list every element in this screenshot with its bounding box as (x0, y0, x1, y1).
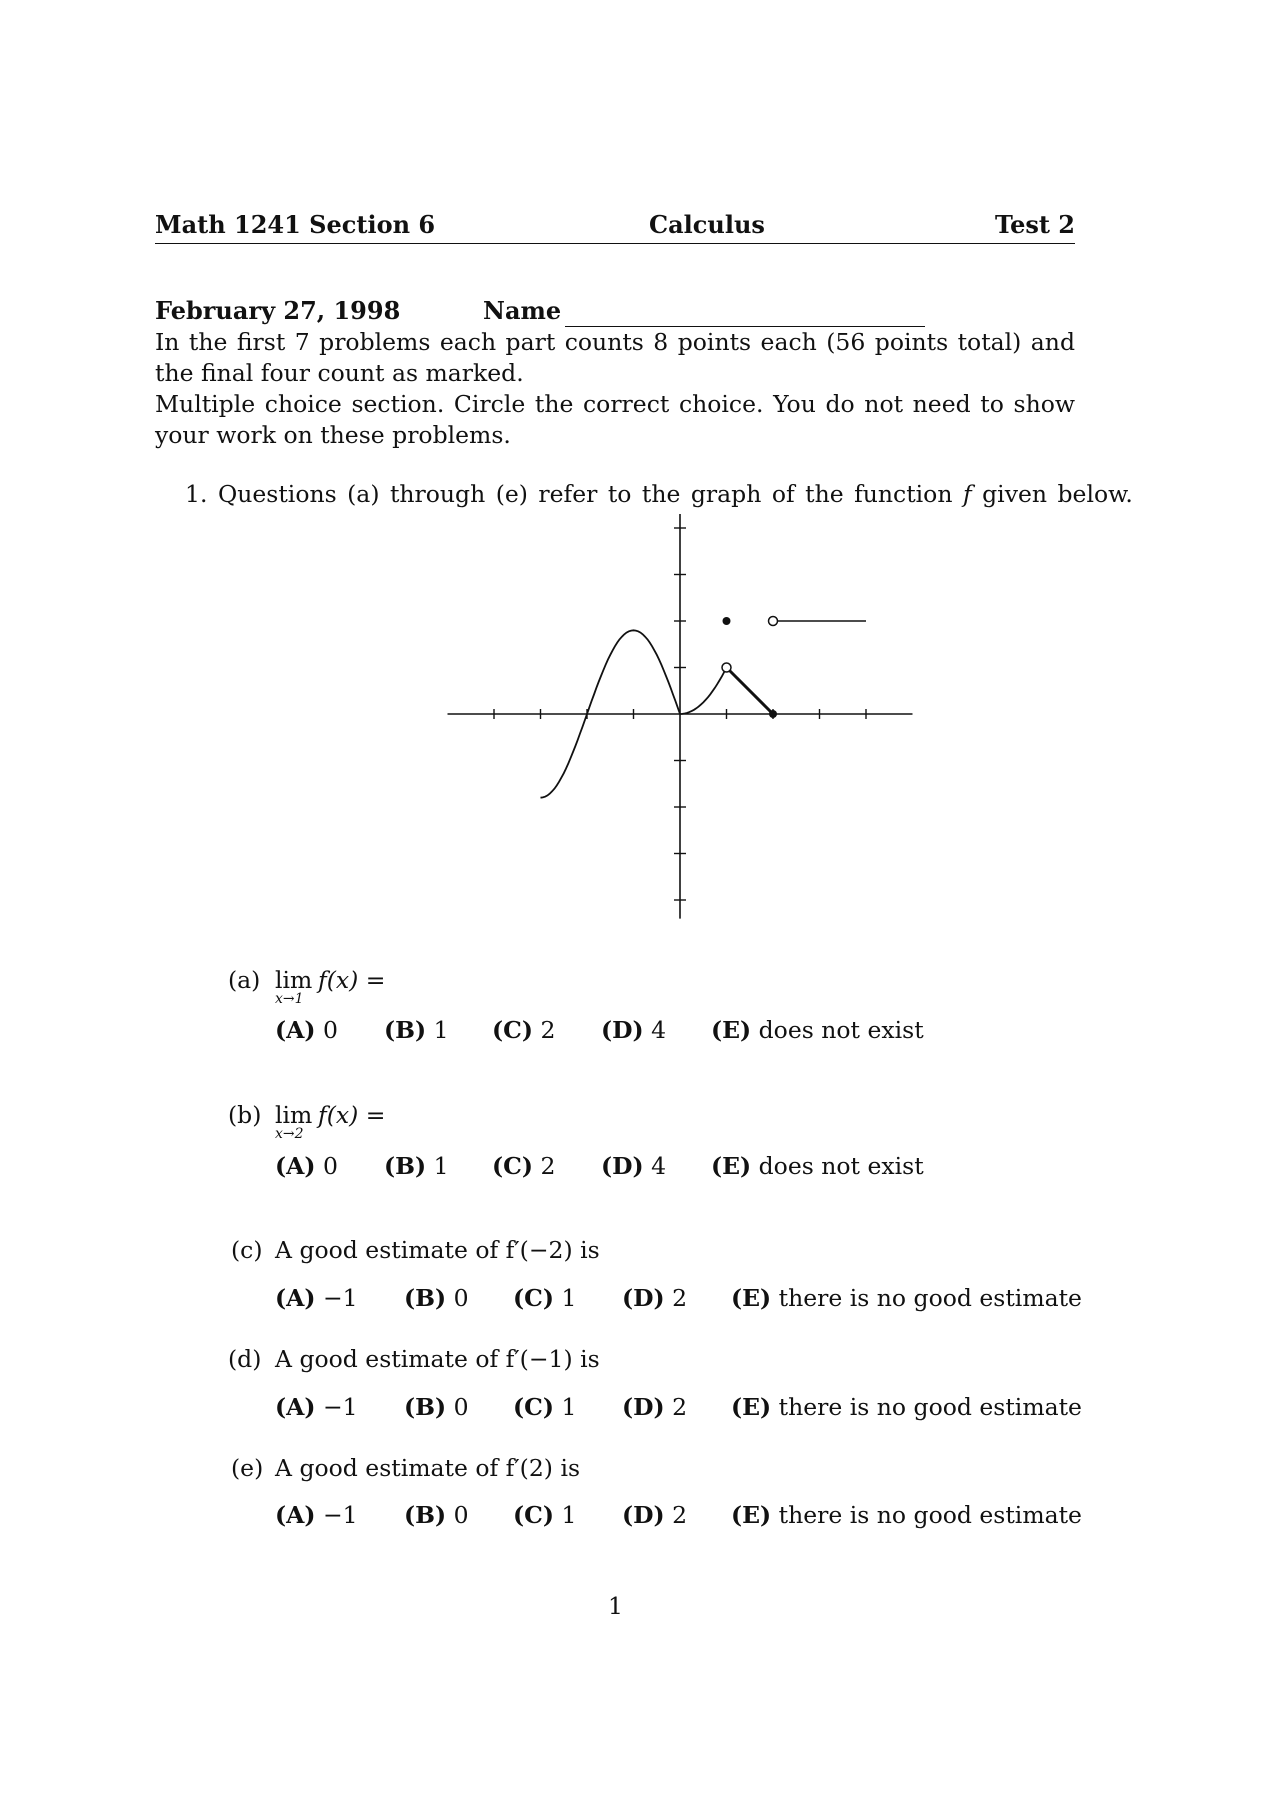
part-b-options (0, 1152, 1280, 1186)
option-b-A[interactable]: (A) 0 (275, 1152, 338, 1180)
part-d-text: A good estimate of f′(−1) is (275, 1345, 600, 1373)
option-e-B[interactable]: (B) 0 (404, 1501, 469, 1529)
name-label: Name (483, 296, 562, 325)
option-b-C[interactable]: (C) 2 (492, 1152, 556, 1180)
mc-instructions: Multiple choice section. Circle the correct choice. You do not need to show your work on these problems. (155, 390, 1075, 449)
option-c-D[interactable]: (D) 2 (622, 1284, 688, 1312)
subject-title: Calculus (649, 210, 765, 239)
option-d-D[interactable]: (D) 2 (622, 1393, 688, 1421)
part-a-lim: lim (275, 966, 313, 994)
graph-curves (541, 617, 867, 798)
part-b-label: (b) (228, 1101, 262, 1129)
option-d-C[interactable]: (C) 1 (513, 1393, 577, 1421)
option-e-E[interactable]: (E) there is no good estimate (731, 1501, 1082, 1529)
option-c-A[interactable]: (A) −1 (275, 1284, 358, 1312)
option-d-B[interactable]: (B) 0 (404, 1393, 469, 1421)
option-b-E[interactable]: (E) does not exist (711, 1152, 924, 1180)
part-e-options (0, 1501, 1280, 1535)
option-a-B[interactable]: (B) 1 (384, 1016, 449, 1044)
part-a-expr: f(x) = (318, 966, 386, 994)
problem-1-lead: Questions (a) through (e) refer to the graph of the function (218, 480, 953, 508)
part-a-options (0, 1016, 1280, 1050)
part-c-options (0, 1284, 1280, 1318)
problem-1-number: 1. (185, 480, 208, 508)
option-b-B[interactable]: (B) 1 (384, 1152, 449, 1180)
part-c-text: A good estimate of f′(−2) is (275, 1236, 600, 1264)
option-d-A[interactable]: (A) −1 (275, 1393, 358, 1421)
problem-1-tail: given below. (982, 480, 1133, 508)
test-date: February 27, 1998 (155, 296, 401, 325)
option-e-A[interactable]: (A) −1 (275, 1501, 358, 1529)
part-b-expr: f(x) = (318, 1101, 386, 1129)
option-e-C[interactable]: (C) 1 (513, 1501, 577, 1529)
page-number: 1 (608, 1592, 623, 1620)
option-a-C[interactable]: (C) 2 (492, 1016, 556, 1044)
points-instructions: In the first 7 problems each part counts 8 points each (56 points total) and the final four count as marked. (155, 328, 1075, 387)
open-point-2-2 (769, 617, 778, 626)
option-d-E[interactable]: (E) there is no good estimate (731, 1393, 1082, 1421)
option-a-A[interactable]: (A) 0 (275, 1016, 338, 1044)
part-a-label: (a) (228, 966, 261, 994)
option-c-C[interactable]: (C) 1 (513, 1284, 577, 1312)
open-point-1-1 (722, 663, 731, 672)
option-b-D[interactable]: (D) 4 (601, 1152, 667, 1180)
part-d-label: (d) (228, 1345, 262, 1373)
option-c-B[interactable]: (B) 0 (404, 1284, 469, 1312)
curve-rise (680, 668, 727, 715)
part-b-under: x→2 (275, 1126, 304, 1142)
course-title: Math 1241 Section 6 (155, 210, 436, 239)
problem-1-func: f (962, 480, 972, 508)
part-e-label: (e) (231, 1454, 264, 1482)
option-a-E[interactable]: (E) does not exist (711, 1016, 924, 1044)
part-a-under: x→1 (275, 991, 304, 1007)
closed-point-2-0 (769, 710, 777, 718)
part-d-options (0, 1393, 1280, 1427)
part-e-text: A good estimate of f′(2) is (275, 1454, 581, 1482)
part-c-label: (c) (231, 1236, 263, 1264)
option-c-E[interactable]: (E) there is no good estimate (731, 1284, 1082, 1312)
segment-down (727, 668, 774, 715)
option-a-D[interactable]: (D) 4 (601, 1016, 667, 1044)
closed-point-1-2 (723, 617, 731, 625)
option-e-D[interactable]: (D) 2 (622, 1501, 688, 1529)
part-b-lim: lim (275, 1101, 313, 1129)
test-title: Test 2 (994, 210, 1075, 239)
